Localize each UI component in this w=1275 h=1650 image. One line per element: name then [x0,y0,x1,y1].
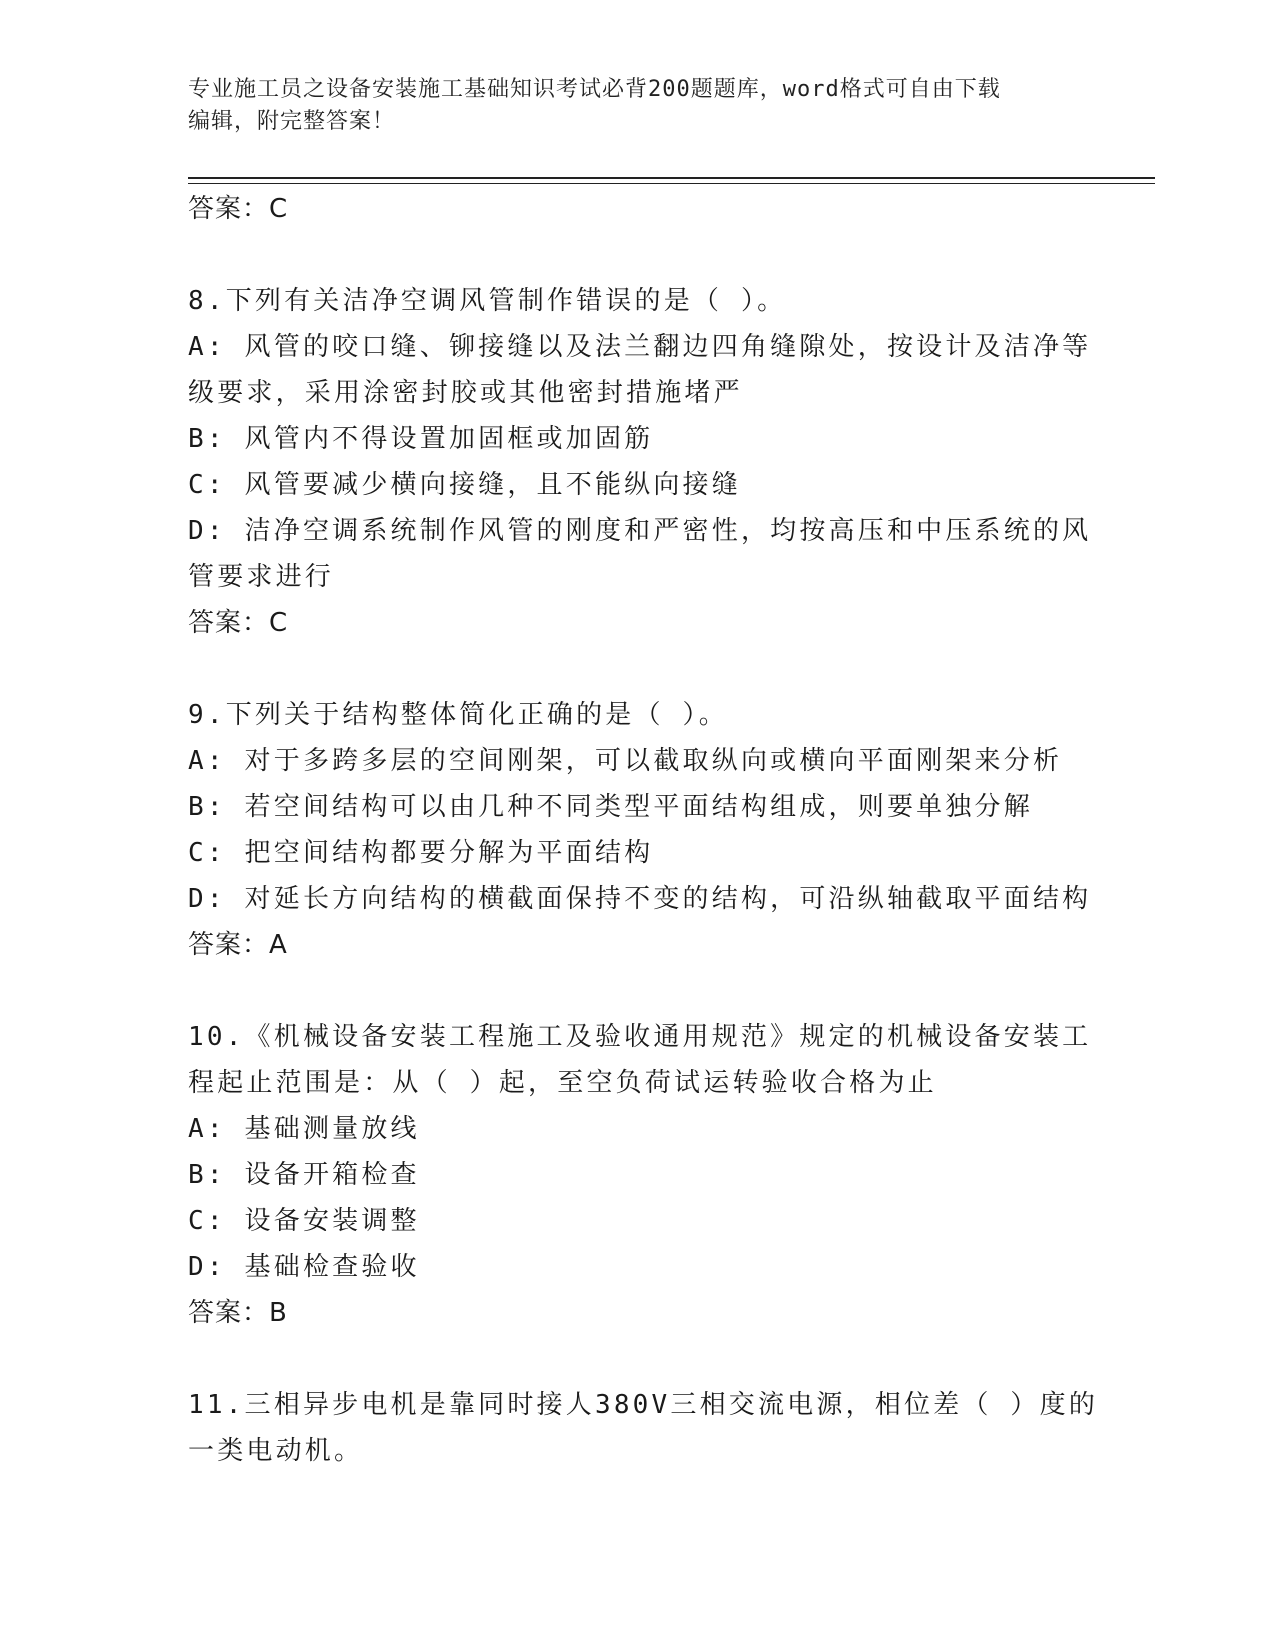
page-header [188,74,1088,138]
option-c: C: 设备安装调整 [188,1206,420,1236]
question-stem: 8.下列有关洁净空调风管制作错误的是（ ）。 [188,286,787,316]
answer: 答案：C [188,608,289,638]
option-a: A: 基础测量放线 [188,1114,420,1144]
question-stem: 10.《机械设备安装工程施工及验收通用规范》规定的机械设备安装工 [188,1022,1092,1052]
answer: 答案：B [188,1298,288,1328]
header-line-1: 专业施工员之设备安装施工基础知识考试必背200题题库，word格式可自由下载 [188,77,1001,102]
question-stem: 11.三相异步电机是靠同时接人380V三相交流电源，相位差（ ）度的 [188,1390,1099,1420]
question-11 [188,1382,1099,1474]
answer-previous: 答案：C [188,194,289,224]
option-b: B: 若空间结构可以由几种不同类型平面结构组成，则要单独分解 [188,792,1033,822]
header-rule-thin [188,183,1155,184]
header-line-2: 编辑，附完整答案！ [188,109,396,134]
spacer [188,968,1088,1014]
question-10 [188,1014,1092,1336]
question-stem-continued: 一类电动机。 [188,1436,364,1466]
option-a: A: 风管的咬口缝、铆接缝以及法兰翻边四角缝隙处，按设计及洁净等 [188,332,1092,362]
answer: 答案：A [188,930,288,960]
question-stem-continued: 程起止范围是：从（ ）起，至空负荷试运转验收合格为止 [188,1068,937,1098]
question-stem: 9.下列关于结构整体简化正确的是（ ）。 [188,700,728,730]
option-a: A: 对于多跨多层的空间刚架，可以截取纵向或横向平面刚架来分析 [188,746,1063,776]
question-content [188,186,1099,1474]
option-c: C: 把空间结构都要分解为平面结构 [188,838,654,868]
spacer [188,1336,1088,1382]
option-c: C: 风管要减少横向接缝，且不能纵向接缝 [188,470,741,500]
option-b: B: 风管内不得设置加固框或加固筋 [188,424,654,454]
option-d: D: 基础检查验收 [188,1252,420,1282]
spacer [188,232,1088,278]
option-d-continued: 管要求进行 [188,562,335,592]
option-b: B: 设备开箱检查 [188,1160,420,1190]
option-a-continued: 级要求，采用涂密封胶或其他密封措施堵严 [188,378,743,408]
option-d: D: 洁净空调系统制作风管的刚度和严密性，均按高压和中压系统的风 [188,516,1092,546]
option-d: D: 对延长方向结构的横截面保持不变的结构，可沿纵轴截取平面结构 [188,884,1092,914]
question-9 [188,692,1092,968]
question-8 [188,278,1092,646]
header-rule-thick [188,177,1155,179]
spacer [188,646,1088,692]
